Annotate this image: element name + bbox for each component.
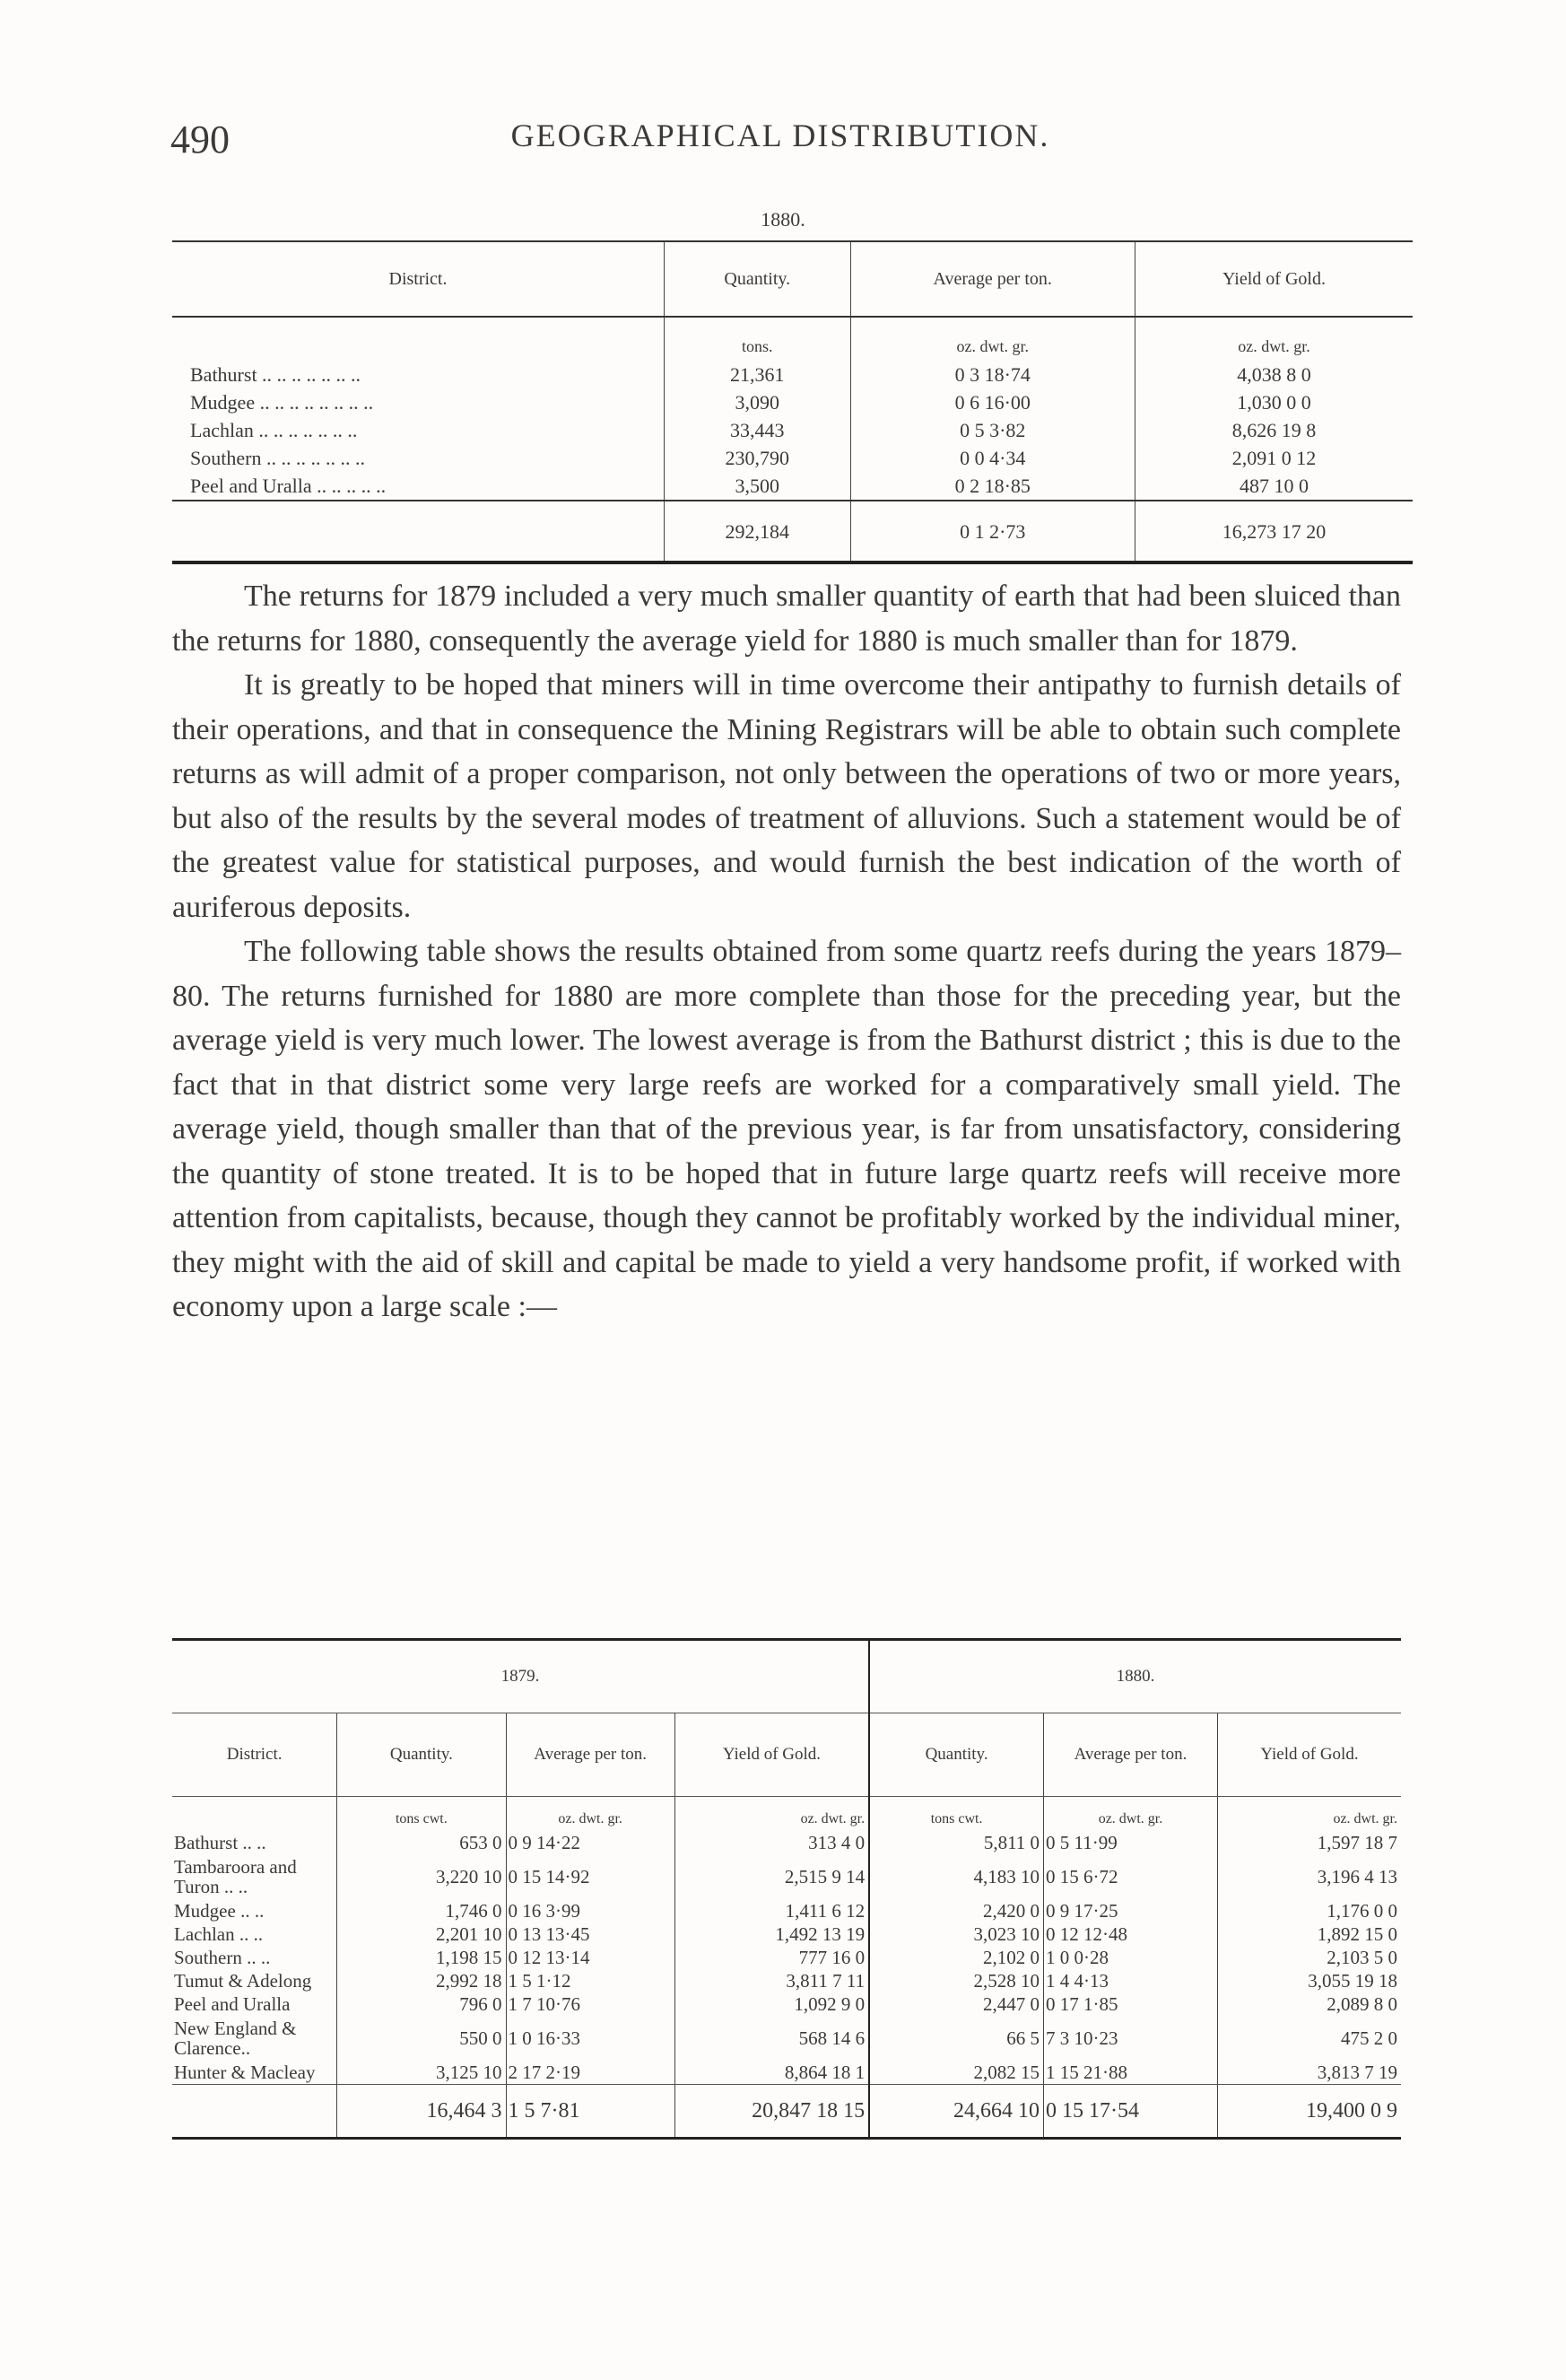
table-row [172, 1946, 1401, 1969]
yield-cell: 487 10 0 [1135, 472, 1413, 501]
yield-cell: 1,892 15 0 [1217, 1922, 1401, 1946]
quantity-cell: 3,125 10 [337, 2061, 506, 2085]
average-cell: 1 7 10·76 [506, 1992, 674, 2016]
district-cell: Peel and Uralla .. .. .. .. .. [190, 475, 387, 497]
table-row [172, 1969, 1401, 1992]
yield-cell: 8,626 19 8 [1135, 416, 1413, 444]
average-cell: 0 16 3·99 [506, 1899, 674, 1922]
table-row [172, 1922, 1401, 1946]
column-header-district: District. [172, 1713, 337, 1797]
column-header-average-1880: Average per ton. [1044, 1713, 1218, 1797]
body-text [172, 574, 1401, 1329]
column-header-quantity-1879: Quantity. [337, 1713, 506, 1797]
table-row [172, 1831, 1401, 1854]
yield-cell: 3,196 4 13 [1217, 1854, 1401, 1899]
average-cell: 1 5 1·12 [506, 1969, 674, 1992]
average-cell: 0 6 16·00 [850, 388, 1135, 416]
quantity-cell: 3,023 10 [869, 1922, 1043, 1946]
average-cell: 1 0 0·28 [1044, 1946, 1218, 1969]
yield-cell: 1,092 9 0 [674, 1992, 869, 2016]
quantity-cell: 4,183 10 [869, 1854, 1043, 1899]
table-row [172, 1899, 1401, 1922]
unit-average: oz. dwt. gr. [850, 317, 1135, 361]
column-header-quantity-1880: Quantity. [869, 1713, 1043, 1797]
quantity-cell: 3,090 [665, 388, 851, 416]
yield-cell: 1,176 0 0 [1217, 1899, 1401, 1922]
table-row [172, 416, 1413, 444]
table-row [172, 388, 1413, 416]
district-cell: Tumut & Adelong [174, 1970, 312, 1992]
quantity-cell: 230,790 [665, 444, 851, 472]
quantity-cell: 2,528 10 [869, 1969, 1043, 1992]
average-cell: 0 5 3·82 [850, 416, 1135, 444]
quantity-cell: 550 0 [337, 2016, 506, 2061]
district-cell: Southern .. .. .. .. .. .. .. [190, 447, 365, 469]
column-header-yield-1880: Yield of Gold. [1217, 1713, 1401, 1797]
total-yield-1880: 19,400 0 9 [1217, 2085, 1401, 2139]
table-row [172, 472, 1413, 501]
paragraph: The returns for 1879 included a very much smaller quantity of earth that had been sluiced than the returns for 1880, consequently the average yield for 1880 is much smaller than for 1879. [172, 580, 1401, 658]
table-header-row [172, 1713, 1401, 1797]
quantity-cell: 653 0 [337, 1831, 506, 1854]
average-cell: 0 12 13·14 [506, 1946, 674, 1969]
table-row [172, 444, 1413, 472]
unit-quantity: tons. [665, 317, 851, 361]
table-row [172, 2061, 1401, 2085]
unit-cell: oz. dwt. gr. [674, 1797, 869, 1832]
quantity-cell: 33,443 [665, 416, 851, 444]
district-cell: Bathurst .. .. [174, 1832, 266, 1853]
unit-cell: tons cwt. [337, 1797, 506, 1832]
quantity-cell: 66 5 [869, 2016, 1043, 2061]
quantity-cell: 3,220 10 [337, 1854, 506, 1899]
paragraph: It is greatly to be hoped that miners will in time overcome their antipathy to furnish details of their operations, and that in consequence the Mining Registrars will be able to obtain such complete returns as will admit of a proper comparison, not only between the operations of two or more years, but also of the results by the several modes of treatment of alluvions. Such a statement would be of the greatest value for statistical purposes, and would furnish the best indication of the worth of auriferous deposits. [172, 668, 1401, 924]
average-cell: 0 17 1·85 [1044, 1992, 1218, 2016]
total-average: 0 1 2·73 [850, 501, 1135, 562]
unit-cell: oz. dwt. gr. [1217, 1797, 1401, 1832]
column-header-yield-1879: Yield of Gold. [674, 1713, 869, 1797]
average-cell: 7 3 10·23 [1044, 2016, 1218, 2061]
table-row [172, 361, 1413, 388]
year-1880-header: 1880. [869, 1640, 1401, 1713]
table1-caption: 1880. [761, 208, 805, 231]
quantity-cell: 2,201 10 [337, 1922, 506, 1946]
running-title: GEOGRAPHICAL DISTRIBUTION. [510, 118, 1050, 153]
year-header-row [172, 1640, 1401, 1713]
yield-cell: 3,811 7 11 [674, 1969, 869, 1992]
table-header-row [172, 241, 1413, 317]
average-cell: 1 15 21·88 [1044, 2061, 1218, 2085]
page-number: 490 [170, 118, 230, 161]
average-cell: 1 4 4·13 [1044, 1969, 1218, 1992]
average-cell: 0 9 17·25 [1044, 1899, 1218, 1922]
quantity-cell: 2,447 0 [869, 1992, 1043, 2016]
yield-cell: 2,089 8 0 [1217, 1992, 1401, 2016]
year-1879-header: 1879. [172, 1640, 869, 1713]
yield-cell: 777 16 0 [674, 1946, 869, 1969]
total-yield-1879: 20,847 18 15 [674, 2085, 869, 2139]
total-average-1880: 0 15 17·54 [1044, 2085, 1218, 2139]
unit-yield: oz. dwt. gr. [1135, 317, 1413, 361]
average-cell: 0 15 14·92 [506, 1854, 674, 1899]
column-header-yield: Yield of Gold. [1135, 241, 1413, 317]
column-header-quantity: Quantity. [665, 241, 851, 317]
average-cell: 0 9 14·22 [506, 1831, 674, 1854]
yield-cell: 3,055 19 18 [1217, 1969, 1401, 1992]
table-row [172, 1854, 1401, 1899]
total-row [172, 2085, 1401, 2139]
total-row [172, 501, 1413, 562]
units-row [172, 317, 1413, 361]
quantity-cell: 2,082 15 [869, 2061, 1043, 2085]
district-cell: Tambaroora and Turon .. .. [174, 1856, 297, 1897]
district-cell: Hunter & Macleay [174, 2062, 316, 2083]
unit-cell: oz. dwt. gr. [506, 1797, 674, 1832]
quantity-cell: 1,746 0 [337, 1899, 506, 1922]
district-cell: Peel and Uralla [174, 1993, 291, 2015]
yield-cell: 2,103 5 0 [1217, 1946, 1401, 1969]
total-yield: 16,273 17 20 [1135, 501, 1413, 562]
table-row [172, 1992, 1401, 2016]
column-header-district: District. [172, 241, 665, 317]
district-cell: New England & Clarence.. [174, 2018, 297, 2059]
yield-cell: 8,864 18 1 [674, 2061, 869, 2085]
district-cell: Bathurst .. .. .. .. .. .. .. [190, 363, 361, 386]
unit-cell: tons cwt. [869, 1797, 1043, 1832]
quantity-cell: 2,102 0 [869, 1946, 1043, 1969]
average-cell: 0 13 13·45 [506, 1922, 674, 1946]
average-cell: 0 3 18·74 [850, 361, 1135, 388]
average-cell: 1 0 16·33 [506, 2016, 674, 2061]
yield-cell: 1,030 0 0 [1135, 388, 1413, 416]
yield-cell: 3,813 7 19 [1217, 2061, 1401, 2085]
quantity-cell: 2,992 18 [337, 1969, 506, 1992]
quantity-cell: 5,811 0 [869, 1831, 1043, 1854]
quantity-cell: 2,420 0 [869, 1899, 1043, 1922]
column-header-average-1879: Average per ton. [506, 1713, 674, 1797]
total-average-1879: 1 5 7·81 [506, 2085, 674, 2139]
yield-cell: 313 4 0 [674, 1831, 869, 1854]
unit-cell: oz. dwt. gr. [1044, 1797, 1218, 1832]
yield-cell: 1,597 18 7 [1217, 1831, 1401, 1854]
yield-cell: 568 14 6 [674, 2016, 869, 2061]
total-quantity-1879: 16,464 3 [337, 2085, 506, 2139]
table-row [172, 2016, 1401, 2061]
average-cell: 2 17 2·19 [506, 2061, 674, 2085]
total-quantity-1880: 24,664 10 [869, 2085, 1043, 2139]
yield-cell: 2,091 0 12 [1135, 444, 1413, 472]
district-cell: Lachlan .. .. .. .. .. .. .. [190, 419, 358, 441]
average-cell: 0 5 11·99 [1044, 1831, 1218, 1854]
yield-cell: 1,492 13 19 [674, 1922, 869, 1946]
paragraph: The following table shows the results obtained from some quartz reefs during the years 1879–80. The returns furnished for 1880 are more complete than those for the preceding year, but the average yield is very much lower. The lowest average is from the Bathurst district ; this is due to the fact that in that district some very large reefs are worked for a comparatively small yield. The average yield, though smaller than that of the previous year, is far from unsatisfactory, considering the quantity of stone treated. It is to be hoped that in future large quartz reefs will receive more attention from capitalists, because, though they cannot be profitably worked by the individual miner, they might with the aid of skill and capital be made to yield a very handsome profit, if worked with economy upon a large scale :— [172, 935, 1401, 1323]
quantity-cell: 1,198 15 [337, 1946, 506, 1969]
average-cell: 0 0 4·34 [850, 444, 1135, 472]
district-cell: Mudgee .. .. .. .. .. .. .. .. [190, 391, 374, 414]
quantity-cell: 21,361 [665, 361, 851, 388]
table-1880-alluvial [172, 240, 1413, 564]
average-cell: 0 12 12·48 [1044, 1922, 1218, 1946]
page-header [170, 117, 1390, 170]
yield-cell: 4,038 8 0 [1135, 361, 1413, 388]
column-header-average: Average per ton. [850, 241, 1135, 317]
table-quartz-1879-1880 [172, 1638, 1401, 2140]
quantity-cell: 3,500 [665, 472, 851, 501]
average-cell: 0 15 6·72 [1044, 1854, 1218, 1899]
yield-cell: 475 2 0 [1217, 2016, 1401, 2061]
average-cell: 0 2 18·85 [850, 472, 1135, 501]
district-cell: Southern .. .. [174, 1947, 271, 1968]
yield-cell: 1,411 6 12 [674, 1899, 869, 1922]
total-quantity: 292,184 [665, 501, 851, 562]
district-cell: Mudgee .. .. [174, 1900, 265, 1922]
district-cell: Lachlan .. .. [174, 1923, 264, 1945]
quantity-cell: 796 0 [337, 1992, 506, 2016]
yield-cell: 2,515 9 14 [674, 1854, 869, 1899]
units-row [172, 1797, 1401, 1832]
